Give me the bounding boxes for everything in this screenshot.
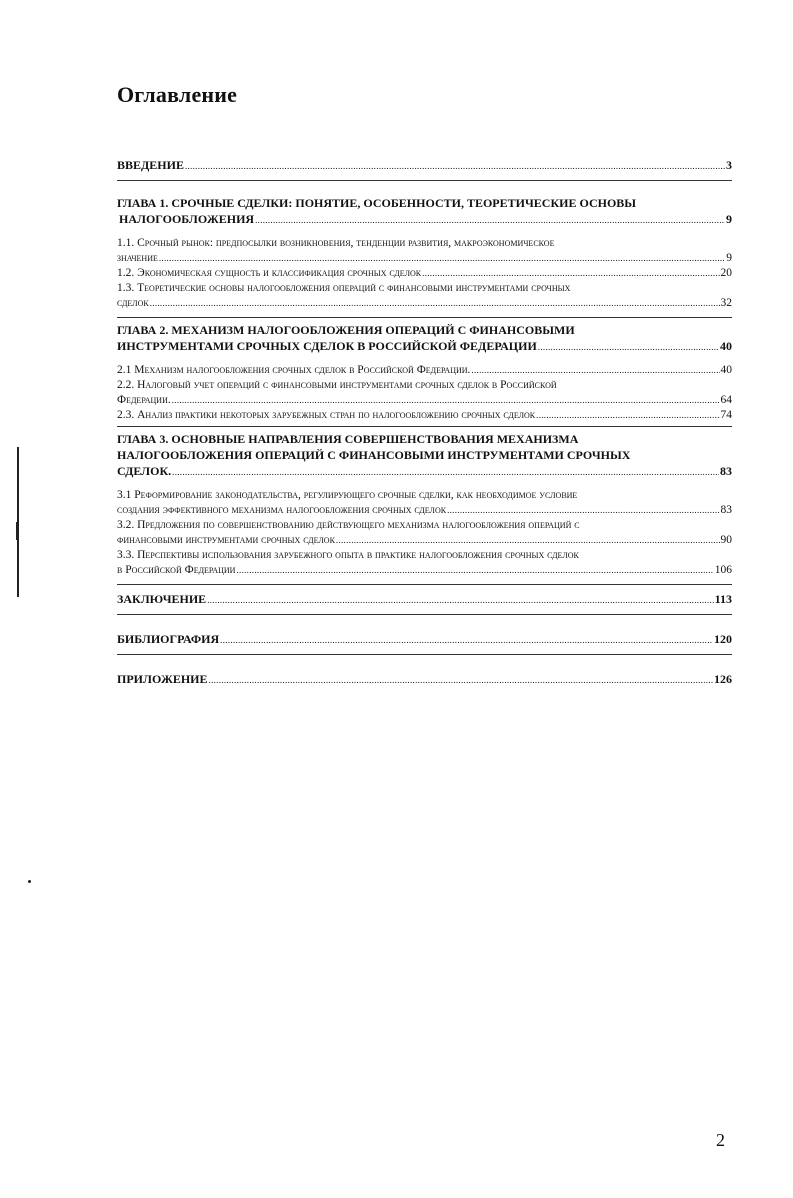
toc-chapter-title-line[interactable]: ГЛАВА 1. СРОЧНЫЕ СДЕЛКИ: ПОНЯТИЕ, ОСОБЕННОСТИ, ТЕОРЕТИЧЕСКИЕ ОСНОВЫ [117,196,637,210]
divider [117,614,732,615]
dot-leader [209,672,713,688]
toc-entry-label: ЗАКЛЮЧЕНИЕ [117,592,207,606]
toc-entry-label: Федерации. [117,394,171,406]
toc-chapter-title-line[interactable]: НАЛОГООБЛОЖЕНИЯ ОПЕРАЦИЙ С ФИНАНСОВЫМИ ИНСТРУМЕНТАМИ СРОЧНЫХ [117,448,631,462]
dot-leader [150,296,720,311]
toc-page-number: 3 [726,158,732,172]
dot-leader [336,533,720,548]
toc-section-title-line: 3.2. Предложения по совершенствованию действующего механизма налогообложения операций с [117,519,580,531]
toc-entry-appendix[interactable] [117,671,732,688]
dot-leader [422,266,719,281]
dot-leader [172,393,720,408]
dot-leader [255,212,725,228]
dot-leader [172,464,719,480]
toc-entry-label: СДЕЛОК. [117,464,172,478]
toc-chapter-title-last-line[interactable] [117,211,732,228]
dot-leader [220,632,713,648]
toc-entry-label: в Российской Федерации [117,564,236,576]
toc-section-title-line: 2.2. Налоговый учет операций с финансовыми инструментами срочных сделок в Российской [117,379,557,391]
toc-page-number: 106 [714,564,732,576]
dot-leader [185,158,725,174]
toc-section-2-3[interactable] [117,408,732,423]
toc-page-number: 9 [726,212,732,226]
dot-leader [536,408,719,423]
divider [117,584,732,585]
dot-leader [471,363,719,378]
toc-section-2-2[interactable] [117,378,732,408]
page-title: Оглавление [117,82,238,107]
divider [117,426,732,427]
toc-entry-label: создания эффективного механизма налогообложения срочных сделок [117,504,447,516]
toc-page-number: 120 [714,632,732,646]
toc-chapter-3 [117,431,732,578]
toc-section-title-line: 3.3. Перспективы использования зарубежного опыта в практике налогообложения срочных сделок [117,549,579,561]
toc-entry-label: ИНСТРУМЕНТАМИ СРОЧНЫХ СДЕЛОК В РОССИЙСКОЙ ФЕДЕРАЦИИ [117,339,537,353]
toc-entry-bibliography[interactable] [117,631,732,648]
divider [117,317,732,318]
toc-entry-conclusion[interactable] [117,591,732,608]
toc-entry-label: финансовыми инструментами срочных сделок [117,534,335,546]
toc-page-number: 40 [720,364,732,376]
toc-entry-label: НАЛОГООБЛОЖЕНИЯ [119,212,255,226]
toc-section-title-line: 3.1 Реформирование законодательства, регулирующего срочные сделки, как необходимое условие [117,489,578,501]
toc-page-number: 74 [720,409,732,421]
toc-entry-label: ВВЕДЕНИЕ [117,158,184,172]
toc-page-number: 113 [714,592,732,606]
toc-entry-label: сделок [117,297,149,309]
divider [117,180,732,181]
dot-leader [447,503,719,518]
toc-entry-label: 2.1 Механизм налогообложения срочных сделок в Российской Федерации. [117,364,471,376]
toc-section-1-3[interactable] [117,281,732,311]
table-of-contents [117,157,732,688]
toc-section-title-line: 1.1. Срочный рынок: предпосылки возникновения, тенденции развития, макроэкономическое [117,237,555,249]
dot-leader [207,592,713,608]
toc-entry-introduction[interactable] [117,157,732,174]
dot-leader [236,563,713,578]
toc-page-number: 126 [714,672,732,686]
toc-section-3-2[interactable] [117,518,732,548]
toc-chapter-title-last-line[interactable] [117,463,732,480]
scan-speck [28,880,31,883]
toc-page-number: 40 [720,339,732,353]
scan-margin-mark [16,522,18,540]
toc-section-1-1[interactable] [117,236,732,266]
toc-section-3-1[interactable] [117,488,732,518]
toc-chapter-title-line[interactable]: ГЛАВА 3. ОСНОВНЫЕ НАПРАВЛЕНИЯ СОВЕРШЕНСТВОВАНИЯ МЕХАНИЗМА [117,432,579,446]
toc-page-number: 83 [720,504,732,516]
toc-page-number: 83 [720,464,732,478]
toc-entry-label: БИБЛИОГРАФИЯ [117,632,220,646]
toc-chapter-2 [117,322,732,423]
toc-chapter-1 [117,195,732,311]
toc-page-number: 20 [720,267,732,279]
toc-entry-label: значение [117,252,158,264]
toc-section-1-2[interactable] [117,266,732,281]
toc-page-number: 64 [720,394,732,406]
divider [117,654,732,655]
toc-section-3-3[interactable] [117,548,732,578]
toc-section-2-1[interactable] [117,363,732,378]
dot-leader [159,251,725,266]
toc-page-number: 9 [726,252,732,264]
dot-leader [538,339,719,355]
toc-chapter-title-line[interactable]: ГЛАВА 2. МЕХАНИЗМ НАЛОГООБЛОЖЕНИЯ ОПЕРАЦИЙ С ФИНАНСОВЫМИ [117,323,575,337]
toc-section-title-line: 1.3. Теоретические основы налогообложения операций с финансовыми инструментами срочных [117,282,571,294]
toc-entry-label: 1.2. Экономическая сущность и классификация срочных сделок [117,267,422,279]
toc-entry-label: ПРИЛОЖЕНИЕ [117,672,208,686]
toc-page-number: 32 [720,297,732,309]
toc-chapter-title-last-line[interactable] [117,338,732,355]
toc-entry-label: 2.3. Анализ практики некоторых зарубежных стран по налогообложению срочных сделок [117,409,536,421]
page-number: 2 [716,1130,725,1150]
toc-page-number: 90 [720,534,732,546]
